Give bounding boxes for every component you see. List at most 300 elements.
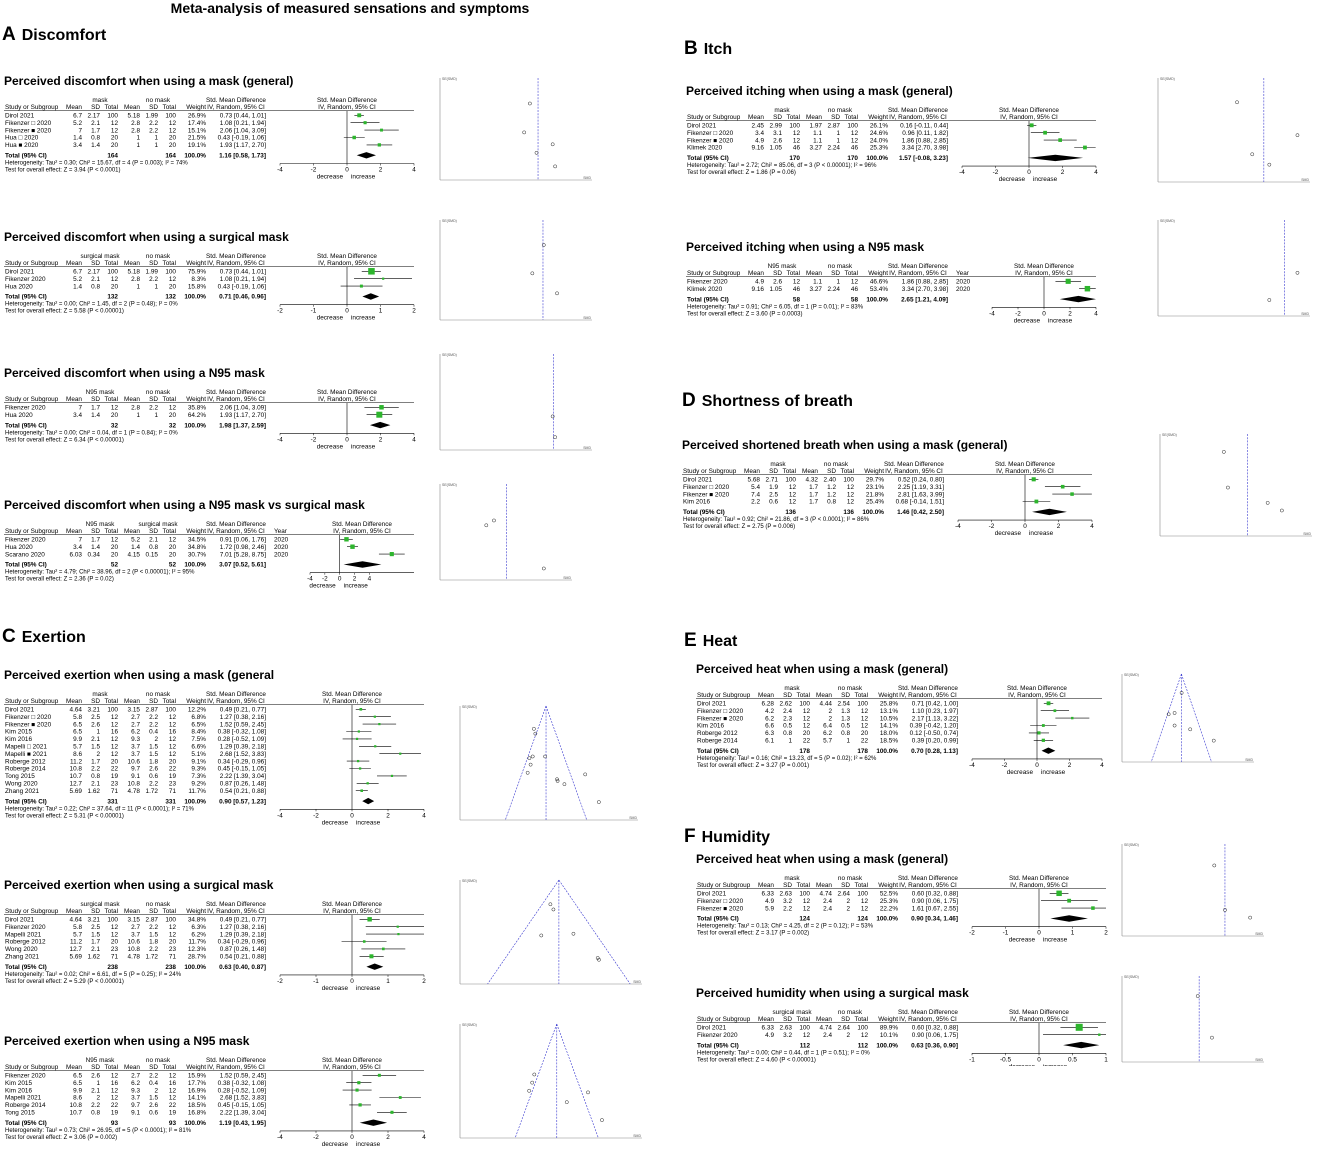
row-total1: 12 xyxy=(110,275,118,283)
total-n1: 238 xyxy=(107,963,118,971)
summary-diamond xyxy=(344,561,382,567)
row-sd1: 3.21 xyxy=(87,706,100,714)
header-mean1: Mean xyxy=(66,396,82,403)
forest-panel-discomfort-n95-vs-surgical xyxy=(4,498,424,608)
row-total1: 100 xyxy=(107,916,118,924)
row-ci: 0.54 [0.21, 0.88] xyxy=(219,953,266,961)
forest-panel-breath-general xyxy=(682,438,1102,558)
row-sd2: 2.6 xyxy=(149,1102,158,1110)
funnel-y-label: SE(SMD) xyxy=(1160,219,1175,223)
point-estimate xyxy=(1042,739,1045,742)
x-tick-label: -4 xyxy=(959,169,965,177)
row-ci: 1.08 [0.21, 1.94] xyxy=(219,275,266,283)
row-sd1: 2.1 xyxy=(91,1087,100,1095)
row-total2: 12 xyxy=(168,931,176,939)
row-sd1: 1 xyxy=(788,737,792,745)
row-mean1: 12.7 xyxy=(69,946,82,954)
total-n2: 112 xyxy=(857,1042,868,1050)
summary-diamond xyxy=(366,964,383,970)
x-tick-label: -2 xyxy=(1015,310,1021,318)
point-estimate xyxy=(355,1089,358,1092)
forest-plot xyxy=(4,388,424,453)
row-mean2: 1.7 xyxy=(809,491,818,499)
row-study: Dirol 2021 xyxy=(5,916,35,924)
x-tick-label: 0 xyxy=(1023,523,1027,531)
point-estimate xyxy=(1070,492,1074,496)
funnel-plot-humidity-general xyxy=(1112,838,1272,946)
row-mean2: 1.1 xyxy=(813,137,822,145)
row-weight: 15.9% xyxy=(187,1072,206,1080)
point-estimate xyxy=(360,285,363,288)
row-sd1: 3.1 xyxy=(773,129,782,137)
x-tick-label: 4 xyxy=(1094,169,1098,177)
row-total1: 20 xyxy=(110,938,118,946)
row-mean2: 10.8 xyxy=(127,780,140,788)
point-estimate xyxy=(1043,131,1047,135)
row-total1: 100 xyxy=(799,890,810,898)
header-ci: IV, Random, 95% CI xyxy=(889,114,947,121)
header-sd2: SD xyxy=(149,396,158,403)
row-weight: 26.1% xyxy=(869,122,888,130)
point-estimate xyxy=(1037,731,1040,734)
row-ci: 0.49 [0.21, 0.77] xyxy=(219,706,266,714)
section-label-b xyxy=(684,38,732,60)
row-weight: 6.8% xyxy=(191,713,206,721)
row-mean1: 6.7 xyxy=(73,112,82,120)
row-total2: 20 xyxy=(168,134,176,142)
row-study: Fikenzer ■ 2020 xyxy=(687,137,734,145)
smd-header-right: Std. Mean Difference xyxy=(1009,1009,1069,1016)
row-weight: 16.9% xyxy=(187,1087,206,1095)
forest-plot xyxy=(686,106,1106,186)
row-sd1: 1.05 xyxy=(769,285,782,293)
heterogeneity-text: Heterogeneity: Tau² = 0.00; Chi² = 0.44, df = 1 (P = 0.51); I² = 0% xyxy=(697,1050,870,1057)
x-tick-label: 2 xyxy=(1104,929,1108,937)
header-ci-plot: IV, Random, 95% CI xyxy=(1000,114,1058,121)
row-total2: 12 xyxy=(168,1087,176,1095)
row-mean1: 7.4 xyxy=(751,491,760,499)
total-weight: 100.0% xyxy=(184,963,206,971)
funnel-point xyxy=(531,272,534,275)
row-ci: 0.91 [0.06, 1.76] xyxy=(219,536,266,544)
total-n1: 93 xyxy=(110,1119,118,1127)
row-sd2: 2.87 xyxy=(145,916,158,924)
row-mean2: 4.78 xyxy=(127,787,140,795)
row-weight: 10.1% xyxy=(879,1031,898,1039)
row-sd2: 2.24 xyxy=(827,285,840,293)
row-total1: 19 xyxy=(110,1109,118,1117)
forest-panel-itch-n95 xyxy=(686,240,1106,344)
header-weight: Weight xyxy=(186,1064,206,1071)
group1-label: mask xyxy=(784,875,800,882)
row-weight: 7.3% xyxy=(191,773,206,781)
row-total1: 12 xyxy=(788,491,796,499)
row-sd1: 0.8 xyxy=(783,730,792,738)
point-estimate xyxy=(364,121,367,124)
row-total1: 12 xyxy=(802,715,810,723)
row-weight: 53.4% xyxy=(869,285,888,293)
row-sd1: 0.8 xyxy=(91,134,100,142)
point-estimate xyxy=(374,716,376,718)
smd-header-left: Std. Mean Difference xyxy=(206,389,266,396)
point-estimate xyxy=(378,723,380,725)
row-total2: 22 xyxy=(860,737,868,745)
forest-plot xyxy=(696,1008,1116,1071)
funnel-point xyxy=(533,1073,536,1076)
point-estimate xyxy=(363,940,366,943)
row-ci: 0.12 [-0.50, 0.74] xyxy=(909,730,958,738)
row-sd1: 1 xyxy=(96,1079,100,1087)
row-total1: 12 xyxy=(788,498,796,506)
row-total2: 20 xyxy=(168,411,176,419)
smd-header-right: Std. Mean Difference xyxy=(322,1057,382,1064)
smd-header-right: Std. Mean Difference xyxy=(1007,685,1067,692)
row-study: Hua 2020 xyxy=(5,543,33,551)
funnel-plot-itch-general xyxy=(1148,72,1318,192)
group2-label: no mask xyxy=(837,685,863,692)
x-tick-label: -1 xyxy=(313,977,319,985)
row-total1: 12 xyxy=(110,743,118,751)
row-mean2: 1.7 xyxy=(809,498,818,506)
row-mean1: 4.2 xyxy=(765,707,774,715)
funnel-plot-breath-general xyxy=(1150,428,1320,546)
overall-effect-text: Test for overall effect: Z = 4.60 (P < 0.00001) xyxy=(697,1057,816,1064)
row-mean2: 9.7 xyxy=(131,1102,140,1110)
row-sd2: 0.4 xyxy=(149,728,158,736)
total-ci: 0.71 [0.46, 0.96] xyxy=(219,293,266,301)
row-ci: 0.45 [-0.15, 1.05] xyxy=(217,1102,266,1110)
smd-header-left: Std. Mean Difference xyxy=(206,691,266,698)
funnel-cone-right xyxy=(557,1024,599,1138)
forest-title: Perceived discomfort when using a surgical mask xyxy=(4,230,289,244)
row-sd1: 2.1 xyxy=(91,736,100,744)
row-mean2: 6.2 xyxy=(823,730,832,738)
overall-effect-text: Test for overall effect: Z = 2.75 (P = 0.006) xyxy=(683,524,796,531)
row-weight: 34.8% xyxy=(187,916,206,924)
row-mean2: 4.74 xyxy=(819,1024,832,1032)
point-estimate xyxy=(1091,906,1095,910)
x-tick-label: 2 xyxy=(378,436,383,444)
x-tick-label: 2 xyxy=(1067,761,1072,769)
row-mean1: 10.8 xyxy=(69,1102,82,1110)
row-ci: 0.39 [0.20, 0.99] xyxy=(911,737,958,745)
row-study: Fikenzer 2020 xyxy=(5,923,46,931)
row-mean1: 5.69 xyxy=(69,787,82,795)
header-ci: IV, Random, 95% CI xyxy=(899,692,957,699)
header-ci-plot: IV, Random, 95% CI xyxy=(1015,270,1073,277)
row-weight: 25.3% xyxy=(869,144,888,152)
summary-diamond xyxy=(1028,155,1083,161)
row-total1: 71 xyxy=(110,953,118,961)
total-weight: 100.0% xyxy=(876,915,898,923)
x-tick-label: -2 xyxy=(1001,761,1008,769)
total-weight: 100.0% xyxy=(862,509,884,517)
header-sd2: SD xyxy=(149,528,158,535)
row-study: Dirol 2021 xyxy=(5,268,35,276)
row-study: Fikenzer ■ 2020 xyxy=(697,905,744,913)
row-sd1: 2.1 xyxy=(91,119,100,127)
funnel-point xyxy=(572,932,575,935)
forest-panel-heat-general xyxy=(696,662,1112,796)
row-sd1: 2.6 xyxy=(91,721,100,729)
x-tick-label: -4 xyxy=(277,166,283,174)
header-weight: Weight xyxy=(868,114,888,121)
row-year: 2020 xyxy=(956,278,971,286)
forest-plot xyxy=(4,690,434,829)
row-sd1: 2.6 xyxy=(91,1072,100,1080)
forest-panel-exertion-general xyxy=(4,668,434,858)
heterogeneity-text: Heterogeneity: Tau² = 0.22; Chi² = 37.64, df = 11 (P < 0.0001); I² = 71% xyxy=(5,806,194,813)
row-study: Hua □ 2020 xyxy=(5,134,39,142)
row-mean1: 6.5 xyxy=(73,721,82,729)
point-estimate xyxy=(368,268,375,275)
row-mean2: 1.1 xyxy=(813,129,822,137)
funnel-point xyxy=(526,771,529,774)
row-mean1: 11.2 xyxy=(70,758,82,766)
row-ci: 0.71 [0.42, 1.00] xyxy=(911,700,958,708)
header-sd2: SD xyxy=(149,260,158,267)
row-ci: 0.34 [-0.29, 0.96] xyxy=(217,938,266,946)
funnel-point xyxy=(544,755,547,758)
total-ci: 0.63 [0.40, 0.87] xyxy=(219,963,266,971)
funnel-y-label: SE(SMD) xyxy=(442,353,457,357)
row-sd2: 2.2 xyxy=(149,780,158,788)
row-mean1: 10.8 xyxy=(69,765,82,773)
row-total1: 100 xyxy=(107,268,118,276)
total-label: Total (95% CI) xyxy=(5,561,47,569)
row-study: Hua 2020 xyxy=(5,283,33,291)
row-total2: 20 xyxy=(860,730,868,738)
header-study: Study or Subgroup xyxy=(683,468,737,475)
row-ci: 0.52 [0.24, 0.80] xyxy=(897,476,944,484)
header-ci: IV, Random, 95% CI xyxy=(207,1064,265,1071)
axis-increase-label: increase xyxy=(356,984,381,992)
point-estimate xyxy=(1071,717,1073,719)
row-sd2: 1.3 xyxy=(841,707,850,715)
row-mean2: 3.7 xyxy=(131,743,140,751)
point-estimate xyxy=(359,767,361,769)
row-weight: 15.8% xyxy=(187,283,206,291)
row-ci: 0.87 [0.26, 1.48] xyxy=(219,780,266,788)
total-ci: 1.57 [-0.08, 3.23] xyxy=(898,155,948,163)
header-weight: Weight xyxy=(186,528,206,535)
row-total1: 71 xyxy=(110,787,118,795)
row-total2: 12 xyxy=(168,750,176,758)
forest-title: Perceived discomfort when using a N95 mask xyxy=(4,366,265,380)
total-ci: 0.90 [0.34, 1.46] xyxy=(911,915,958,923)
row-mean1: 4.64 xyxy=(69,916,82,924)
row-total2: 12 xyxy=(168,736,176,744)
header-mean1: Mean xyxy=(748,114,764,121)
axis-increase-label: increase xyxy=(1033,176,1058,184)
header-mean1: Mean xyxy=(66,260,82,267)
forest-plot xyxy=(4,520,424,593)
x-tick-label: -2 xyxy=(277,307,283,315)
funnel-point xyxy=(563,783,566,786)
funnel-y-label: SE(SMD) xyxy=(442,77,457,81)
row-sd2: 0.4 xyxy=(149,1079,158,1087)
heterogeneity-text: Heterogeneity: Tau² = 4.79; Chi² = 38.96, df = 2 (P < 0.00001); I² = 95% xyxy=(5,569,195,576)
row-mean1: 5.8 xyxy=(73,923,82,931)
header-ci: IV, Random, 95% CI xyxy=(207,260,265,267)
header-sd1: SD xyxy=(783,692,792,699)
funnel-y-label: SE(SMD) xyxy=(1160,77,1175,81)
header-study: Study or Subgroup xyxy=(697,692,751,699)
total-n1: 170 xyxy=(789,155,800,163)
row-study: Dirol 2021 xyxy=(5,112,35,120)
x-tick-label: -2 xyxy=(313,1133,319,1141)
forest-panel-discomfort-surgical xyxy=(4,230,424,340)
forest-panel-exertion-surgical xyxy=(4,878,434,1002)
group2-label: no mask xyxy=(827,107,853,114)
row-sd2: 1 xyxy=(836,278,840,286)
header-weight: Weight xyxy=(878,1016,898,1023)
header-sd2: SD xyxy=(149,1064,158,1071)
funnel-plot-itch-n95 xyxy=(1148,214,1318,326)
header-year: Year xyxy=(274,528,287,535)
row-study: Dirol 2021 xyxy=(697,890,727,898)
summary-diamond xyxy=(362,798,374,804)
row-total1: 46 xyxy=(792,285,800,293)
row-sd1: 2 xyxy=(96,1094,100,1102)
total-n1: 132 xyxy=(107,293,118,301)
smd-header-left: Std. Mean Difference xyxy=(206,521,266,528)
row-ci: 0.43 [-0.19, 1.06] xyxy=(217,283,266,291)
funnel-y-label: SE(SMD) xyxy=(442,483,457,487)
total-n1: 124 xyxy=(799,915,810,923)
heterogeneity-text: Heterogeneity: Tau² = 0.16; Chi² = 13.23, df = 5 (P = 0.02); I² = 62% xyxy=(697,755,877,762)
row-sd2: 2.2 xyxy=(149,923,158,931)
x-tick-label: -4 xyxy=(955,523,961,531)
total-n1: 164 xyxy=(107,152,118,160)
row-study: Roberge 2012 xyxy=(5,938,46,946)
row-weight: 7.5% xyxy=(191,736,206,744)
total-weight: 100.0% xyxy=(866,155,888,163)
heterogeneity-text: Heterogeneity: Tau² = 0.00; Chi² = 0.04, df = 1 (P = 0.84); I² = 0% xyxy=(5,430,178,437)
row-mean1: 5.9 xyxy=(765,905,774,913)
row-ci: 0.38 [-0.32, 1.08] xyxy=(217,728,266,736)
row-sd1: 2.99 xyxy=(769,122,782,130)
row-mean2: 3.7 xyxy=(131,1094,140,1102)
row-ci: 0.73 [0.44, 1.01] xyxy=(219,268,266,276)
row-total2: 12 xyxy=(168,721,176,729)
total-ci: 1.19 [0.43, 1.95] xyxy=(219,1119,266,1127)
total-n2: 32 xyxy=(168,422,176,430)
total-n2: 178 xyxy=(857,747,868,755)
row-total1: 100 xyxy=(785,476,796,484)
row-mean2: 2.8 xyxy=(131,404,140,412)
axis-increase-label: increase xyxy=(1043,936,1068,944)
row-weight: 25.8% xyxy=(879,700,898,708)
header-ci-plot: IV, Random, 95% CI xyxy=(318,260,376,267)
row-weight: 89.9% xyxy=(879,1024,898,1032)
header-total2: Total xyxy=(162,104,176,111)
funnel-point xyxy=(529,763,532,766)
row-year: 2020 xyxy=(274,543,289,551)
header-sd2: SD xyxy=(841,1016,850,1023)
row-ci: 0.60 [0.32, 0.88] xyxy=(911,890,958,898)
overall-effect-text: Test for overall effect: Z = 1.86 (P = 0.06) xyxy=(687,170,796,177)
row-total2: 12 xyxy=(850,278,858,286)
x-tick-label: -4 xyxy=(969,761,975,769)
row-sd2: 1.5 xyxy=(149,750,158,758)
point-estimate xyxy=(1066,279,1071,284)
row-sd1: 2.2 xyxy=(91,765,100,773)
header-study: Study or Subgroup xyxy=(5,104,59,111)
point-estimate xyxy=(358,1103,361,1106)
row-ci: 1.52 [0.59, 2.45] xyxy=(219,1072,266,1080)
smd-header-right: Std. Mean Difference xyxy=(317,389,377,396)
row-mean2: 9.1 xyxy=(131,1109,140,1117)
row-sd1: 2.1 xyxy=(91,946,100,954)
funnel-plot-discomfort-general xyxy=(430,72,600,190)
x-tick-label: -2 xyxy=(969,929,975,937)
x-tick-label: 0 xyxy=(350,977,354,985)
row-total2: 12 xyxy=(168,127,176,135)
funnel-point xyxy=(528,757,531,760)
row-total1: 20 xyxy=(110,543,118,551)
row-sd1: 1.4 xyxy=(91,142,100,150)
x-tick-label: 1 xyxy=(386,977,390,985)
funnel-y-label: SE(SMD) xyxy=(1162,433,1177,437)
total-label: Total (95% CI) xyxy=(5,293,47,301)
row-total2: 20 xyxy=(168,283,176,291)
funnel-point xyxy=(1296,134,1299,137)
row-sd1: 2.71 xyxy=(765,476,778,484)
row-mean2: 10.8 xyxy=(127,946,140,954)
x-tick-label: 4 xyxy=(1100,761,1104,769)
x-tick-label: -2 xyxy=(988,523,995,531)
row-study: Mapelli □ 2021 xyxy=(5,743,47,751)
total-n1: 331 xyxy=(107,798,118,806)
total-weight: 100.0% xyxy=(184,293,206,301)
row-study: Fikenzer 2020 xyxy=(697,1031,738,1039)
row-mean1: 7 xyxy=(78,404,82,412)
funnel-x-label: SMD xyxy=(1301,312,1309,316)
row-mean2: 6.4 xyxy=(823,722,832,730)
row-total2: 12 xyxy=(168,1094,176,1102)
header-sd2: SD xyxy=(841,692,850,699)
summary-diamond xyxy=(1060,296,1096,302)
row-ci: 1.86 [0.88, 2.85] xyxy=(901,137,948,145)
funnel-y-label: SE(SMD) xyxy=(1124,843,1139,847)
funnel-cone-right xyxy=(546,706,587,820)
header-study: Study or Subgroup xyxy=(5,528,59,535)
header-ci: IV, Random, 95% CI xyxy=(207,396,265,403)
funnel-point xyxy=(555,292,558,295)
row-sd1: 2 xyxy=(96,750,100,758)
funnel-plot-discomfort-n95-vs-surgical xyxy=(430,478,580,590)
section-label-d xyxy=(682,390,853,412)
header-mean2: Mean xyxy=(124,104,140,111)
funnel-point xyxy=(1173,724,1176,727)
forest-plot xyxy=(696,874,1116,947)
point-estimate xyxy=(1085,286,1090,291)
overall-effect-text: Test for overall effect: Z = 5.31 (P < 0.00001) xyxy=(5,813,124,820)
row-ci: 1.86 [0.88, 2.85] xyxy=(901,278,948,286)
row-study: Fikenzer □ 2020 xyxy=(687,129,734,137)
row-study: Dirol 2021 xyxy=(697,1024,727,1032)
funnel-point xyxy=(532,727,535,730)
row-total1: 12 xyxy=(792,137,800,145)
point-estimate xyxy=(1054,709,1057,712)
smd-header-left: Std. Mean Difference xyxy=(206,253,266,260)
funnel-x-label: SMD xyxy=(629,816,637,820)
forest-panel-discomfort-n95 xyxy=(4,366,424,466)
row-study: Dirol 2021 xyxy=(5,706,35,714)
row-mean1: 3.4 xyxy=(73,543,82,551)
row-study: Fikenzer 2020 xyxy=(5,536,46,544)
